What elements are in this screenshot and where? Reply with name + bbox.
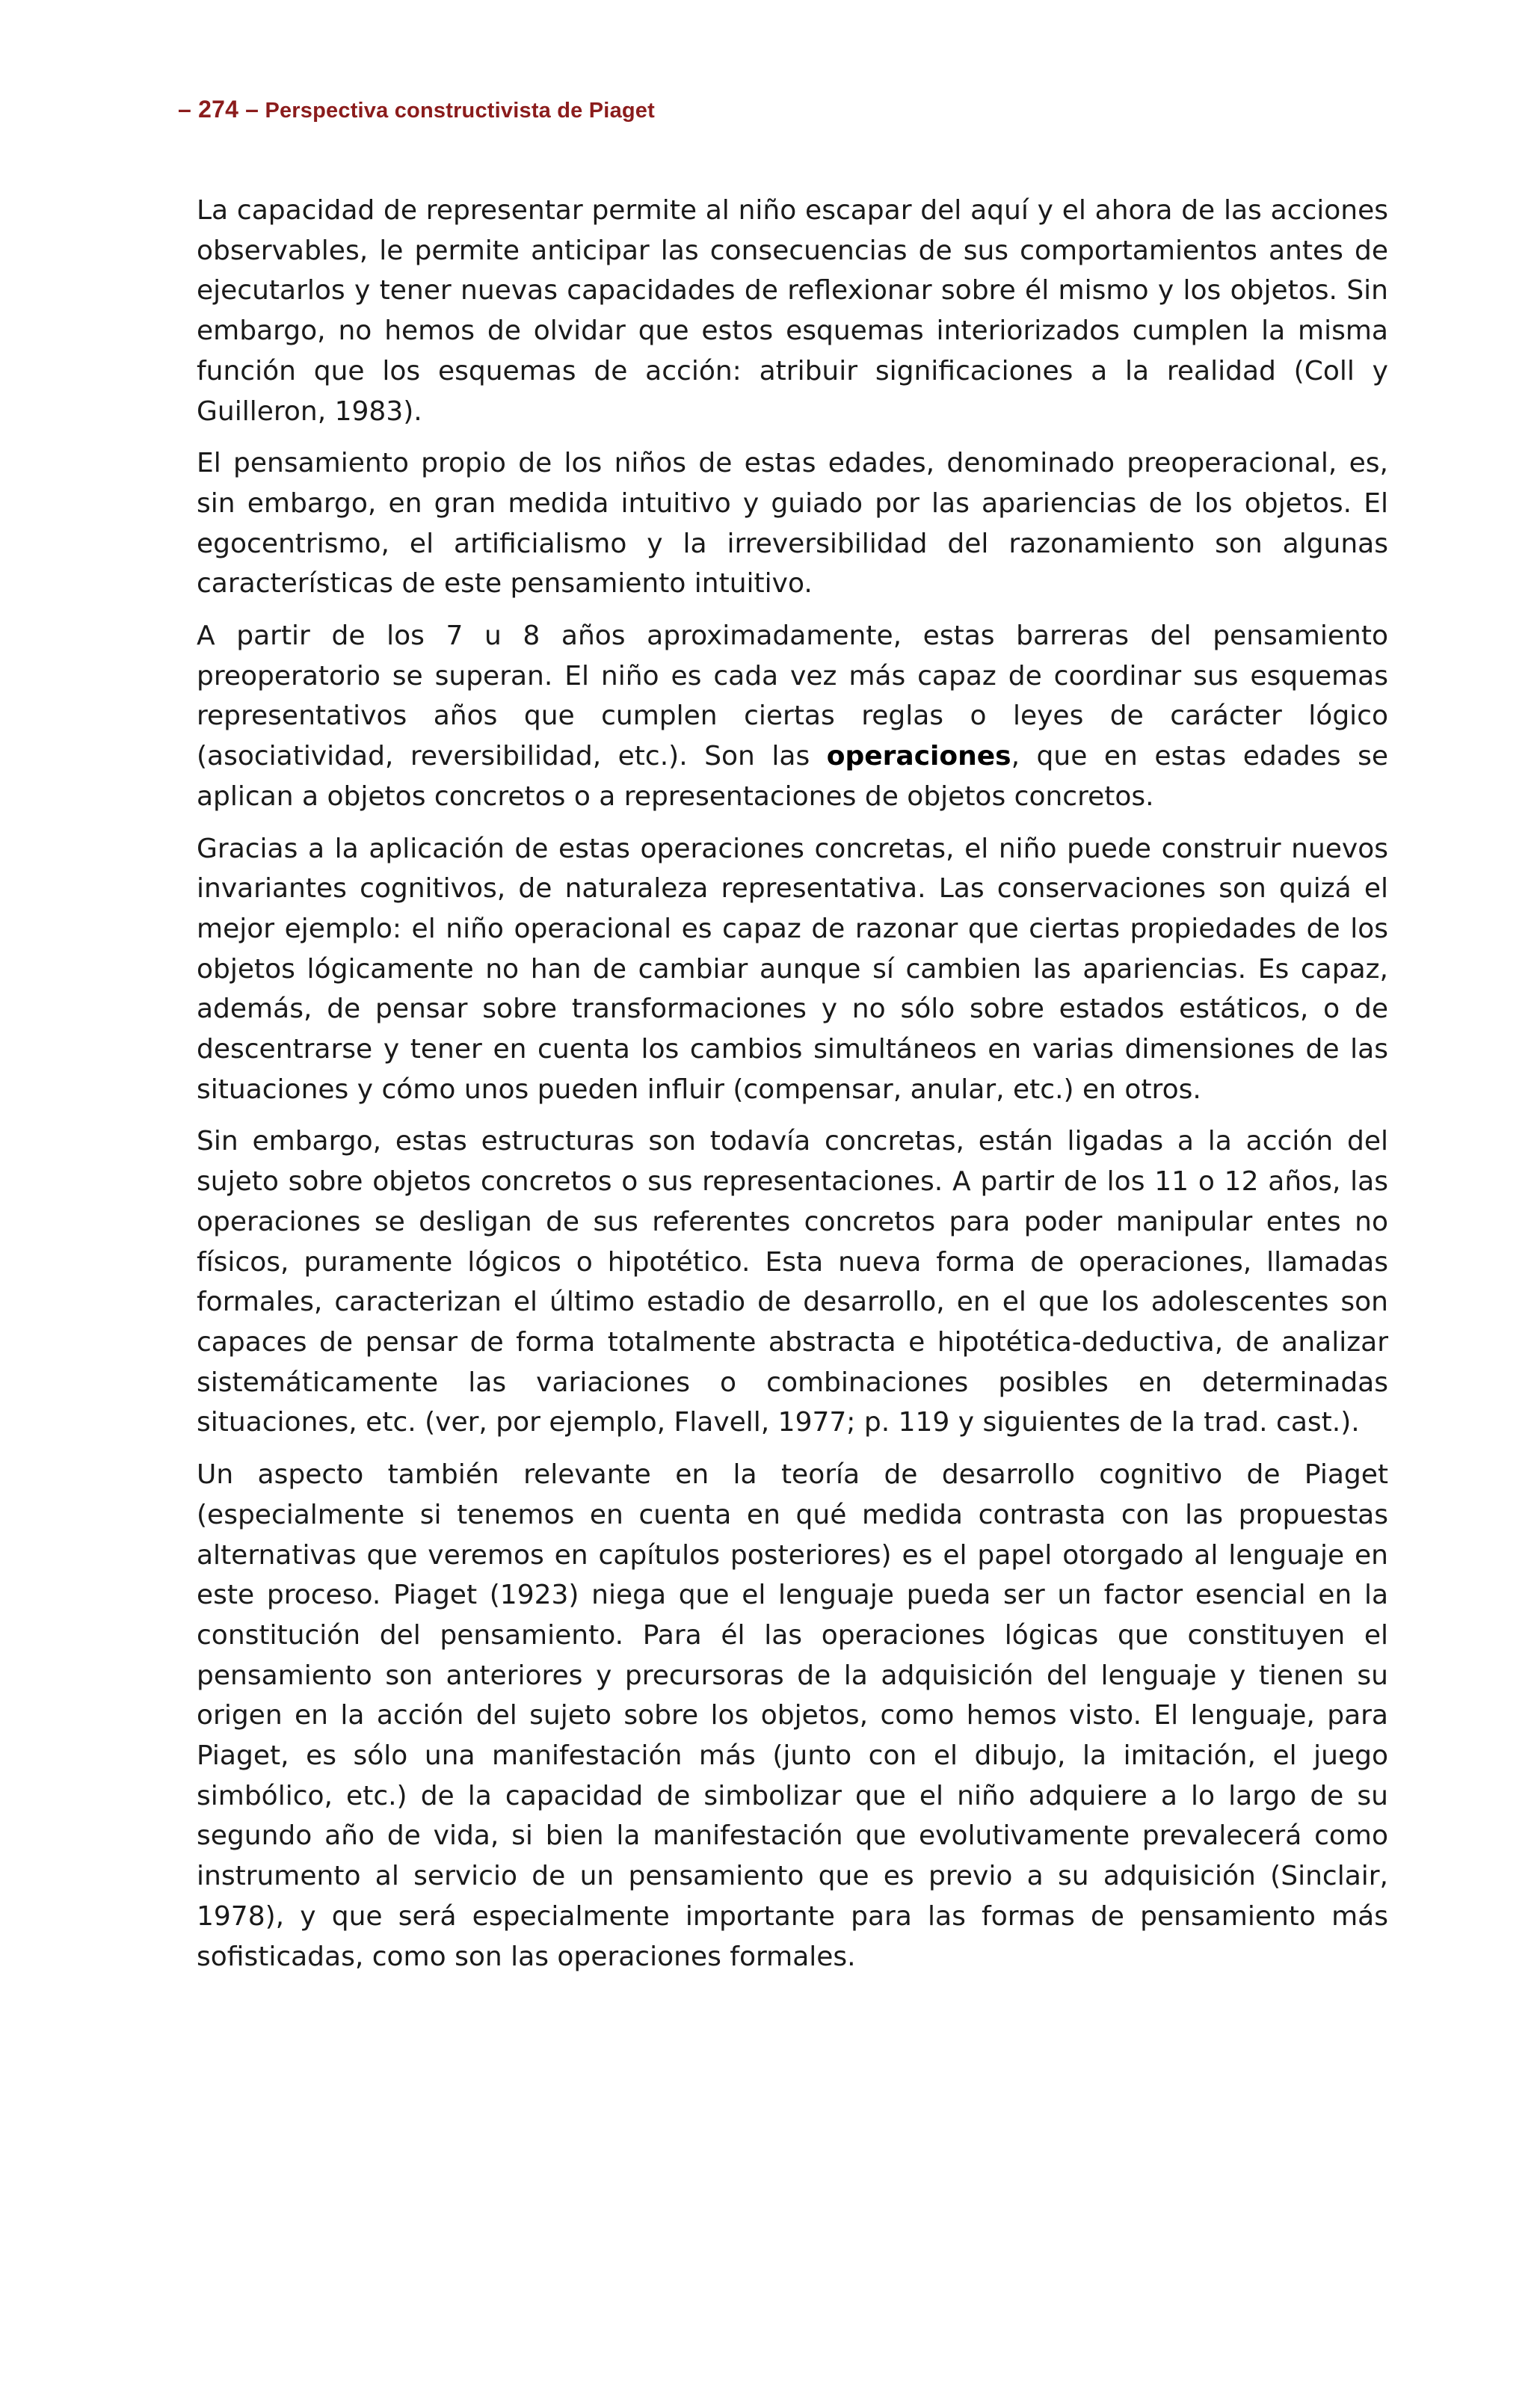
paragraph-5: Sin embargo, estas estructuras son todavía concretas, están ligadas a la acción del sujeto sobre objetos concretos o sus representaciones. A partir de los 11 o 12 años, las operaciones se desligan de sus referentes concretos para poder manipular entes no físicos, puramente lógicos o hipotético. Esta nueva forma de operaciones, llamadas formales, caracterizan el último estadio de desarrollo, en el que los adolescentes son capaces de pensar de forma totalmente abstracta e hipotética-deductiva, de analizar sistemáticamente las variaciones o combinaciones posibles en determinadas situaciones, etc. (ver, por ejemplo, Flavell, 1977; p. 119 y siguientes de la trad. cast.). xyxy=(197,1126,1388,1438)
paragraph-1: La capacidad de representar permite al niño escapar del aquí y el ahora de las acciones observables, le permite anticipar las consecuencias de sus comportamientos antes de ejecutarlos y tener nuevas capacidades de reflexionar sobre él mismo y los objetos. Sin embargo, no hemos de olvidar que estos esquemas interiorizados cumplen la misma función que los esquemas de acción: atribuir significaciones a la realidad (Coll y Guilleron, 1983). xyxy=(197,195,1388,427)
paragraph-2: El pensamiento propio de los niños de estas edades, denominado preoperacional, es, sin embargo, en gran medida intuitivo y guiado por las apariencias de los objetos. El egocentrismo, el artificialismo y la irreversibilidad del razonamiento son algunas características de este pensamiento intuitivo. xyxy=(197,448,1388,600)
running-header-title: Perspectiva constructivista de Piaget xyxy=(265,99,655,123)
paragraph-3 xyxy=(197,616,1388,817)
paragraph-4: Gracias a la aplicación de estas operaciones concretas, el niño puede construir nuevos invariantes cognitivos, de naturaleza representativa. Las conservaciones son quizá el mejor ejemplo: el niño operacional es capaz de razonar que ciertas propiedades de los objetos lógicamente no han de cambiar aunque sí cambien las apariencias. Es capaz, además, de pensar sobre transformaciones y no sólo sobre estados estáticos, o de descentrarse y tener en cuenta los cambios simultáneos en varias dimensiones de las situaciones y cómo unos pueden influir (compensar, anular, etc.) en otros. xyxy=(197,833,1388,1105)
paragraph-3-end: , que en estas edades se aplican a objetos concretos o a representaciones de objetos concretos. xyxy=(197,741,1388,812)
running-header xyxy=(178,96,655,123)
emphasis-operaciones: operaciones xyxy=(826,741,1011,772)
paragraph-6: Un aspecto también relevante en la teoría de desarrollo cognitivo de Piaget (especialmente si tenemos en cuenta en qué medida contrasta con las propuestas alternativas que veremos en capítulos posteriores) es el papel otorgado al lenguaje en este proceso. Piaget (1923) niega que el lenguaje pueda ser un factor esencial en la constitución del pensamiento. Para él las operaciones lógicas que constituyen el pensamiento son anteriores y precursoras de la adquisición del lenguaje y tienen su origen en la acción del sujeto sobre los objetos, como hemos visto. El lenguaje, para Piaget, es sólo una manifestación más (junto con el dibujo, la imitación, el juego simbólico, etc.) de la capacidad de simbolizar que el niño adquiere a lo largo de su segundo año de vida, si bien la manifestación que evolutivamente prevalecerá como instrumento al servicio de un pensamiento que es previo a su adquisición (Sinclair, 1978), y que será especialmente importante para las formas de pensamiento más sofisticadas, como son las operaciones formales. xyxy=(197,1459,1388,1972)
body-text xyxy=(197,191,1388,1989)
page-number: – 274 – xyxy=(178,96,259,123)
paragraph-3-start: A partir de los 7 u 8 años aproximadamente, estas barreras del pensamiento preoperatorio se superan. El niño es cada vez más capaz de coordinar sus esquemas representativos años que cumplen ciertas reglas o leyes de carácter lógico (asociatividad, reversibilidad, etc.). Son las xyxy=(197,621,1388,772)
